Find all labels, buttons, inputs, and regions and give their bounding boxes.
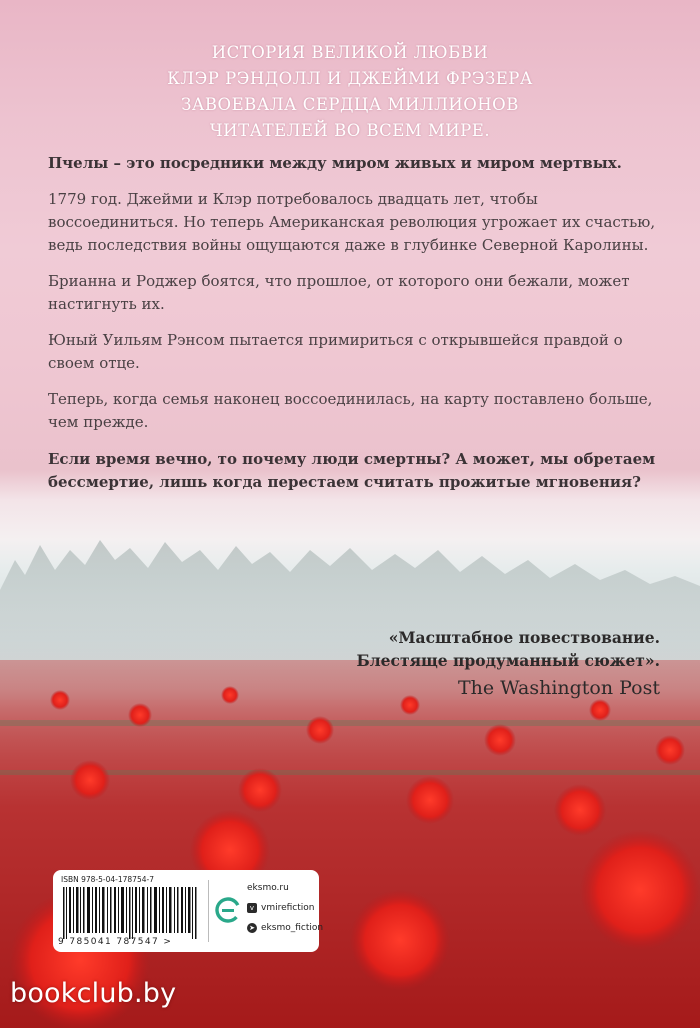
- blurb-paragraph: Юный Уильям Рэнсом пытается примириться с открывшейся правдой о своем отце.: [48, 331, 623, 372]
- telegram-link[interactable]: ➤ eksmo_fiction: [247, 918, 323, 938]
- tagline-line: КЛЭР РЭНДОЛЛ И ДЖЕЙМИ ФРЭЗЕРА: [167, 69, 533, 88]
- poppy-field: [0, 660, 700, 1028]
- barcode-icon: [61, 887, 201, 939]
- barcode-digits: 9 785041 787547 >: [58, 937, 173, 947]
- eksmo-logo-icon: [215, 897, 241, 923]
- tagline: [0, 40, 700, 144]
- isbn-number: ISBN 978-5-04-178754-7: [61, 875, 154, 884]
- quote-line: «Масштабное повествование.: [388, 628, 660, 647]
- vk-icon: v: [247, 903, 257, 913]
- blurb: [48, 152, 660, 507]
- site-link[interactable]: eksmo.ru: [247, 883, 289, 893]
- quote-line: Блестяще продуманный сюжет».: [356, 651, 660, 670]
- tagline-line: ЧИТАТЕЛЕЙ ВО ВСЕМ МИРЕ.: [209, 121, 491, 140]
- quote-source: The Washington Post: [457, 677, 660, 699]
- blurb-paragraph: Теперь, когда семья наконец воссоединилась, на карту поставлено больше, чем прежде.: [48, 390, 653, 431]
- barcode-panel: [53, 870, 324, 952]
- blurb-paragraph: 1779 год. Джейми и Клэр потребовалось двадцать лет, чтобы воссоединиться. Но теперь Американская революция угрожает их счастью, ведь последствия войны ощущаются даже в глубинке Северной Каролины.: [48, 190, 656, 254]
- press-quote: [330, 626, 660, 702]
- vk-link[interactable]: v vmirefiction: [247, 898, 323, 918]
- publisher-links: [247, 878, 323, 938]
- divider: [208, 880, 209, 942]
- tagline-line: ЗАВОЕВАЛА СЕРДЦА МИЛЛИОНОВ: [181, 95, 519, 114]
- watermark: bookclub.by: [10, 978, 177, 1009]
- blurb-closing: Если время вечно, то почему люди смертны? А может, мы обретаем бессмертие, лишь когда перестаем считать прожитые мгновения?: [48, 450, 656, 491]
- tagline-line: ИСТОРИЯ ВЕЛИКОЙ ЛЮБВИ: [211, 43, 489, 62]
- blurb-lead: Пчелы – это посредники между миром живых и миром мертвых.: [48, 154, 622, 172]
- telegram-icon: ➤: [247, 923, 257, 933]
- blurb-paragraph: Брианна и Роджер боятся, что прошлое, от которого они бежали, может настигнуть их.: [48, 272, 630, 313]
